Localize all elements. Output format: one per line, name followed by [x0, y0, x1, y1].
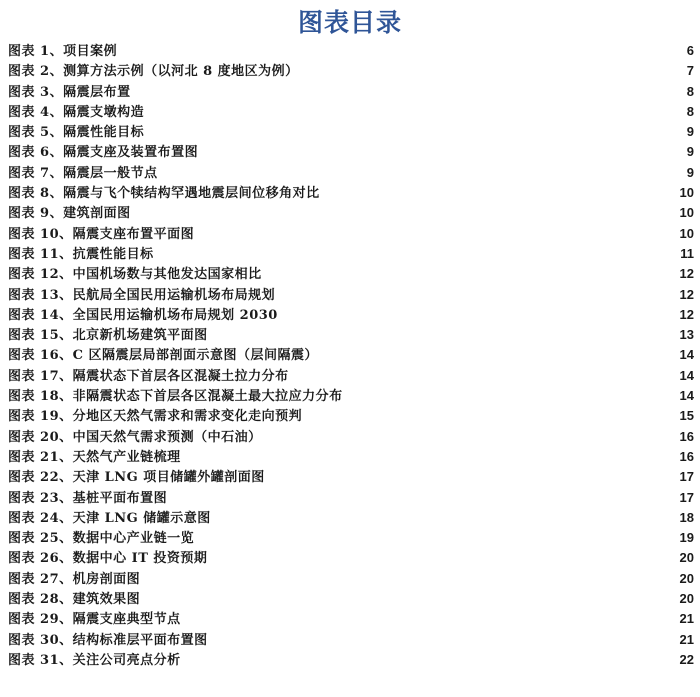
toc-entry-page-number: 7: [686, 63, 694, 79]
toc-entry[interactable]: [8, 244, 694, 264]
toc-entry-label: 图表 23、基桩平面布置图: [8, 490, 168, 506]
toc-entry[interactable]: [8, 122, 694, 142]
toc-entry[interactable]: [8, 325, 694, 345]
toc-entry-page-number: 14: [679, 367, 694, 383]
toc-entry[interactable]: [8, 345, 694, 365]
toc-entry[interactable]: [8, 224, 694, 244]
toc-entry[interactable]: [8, 609, 694, 629]
toc-entry-page-number: 17: [679, 469, 694, 485]
toc-entry-label: 图表 16、C 区隔震层局部剖面示意图（层间隔震）: [8, 348, 318, 364]
toc-entry-page-number: 9: [686, 124, 694, 140]
toc-entry-label: 图表 28、建筑效果图: [8, 592, 141, 608]
toc-entry-label: 图表 12、中国机场数与其他发达国家相比: [8, 267, 262, 283]
toc-entry[interactable]: [8, 61, 694, 81]
toc-entry-page-number: 12: [679, 306, 694, 322]
toc-entry[interactable]: [8, 569, 694, 589]
toc-entry-page-number: 22: [679, 651, 694, 667]
toc-entry-page-number: 8: [686, 83, 694, 99]
toc-entry-page-number: 16: [679, 448, 694, 464]
toc-entry-page-number: 8: [686, 103, 694, 119]
toc-entry-label: 图表 4、隔震支墩构造: [8, 104, 145, 120]
toc-entry-label: 图表 17、隔震状态下首层各区混凝土拉力分布: [8, 368, 289, 384]
toc-entry-page-number: 13: [679, 327, 694, 343]
toc-entry-page-number: 12: [679, 266, 694, 282]
toc-entry[interactable]: [8, 447, 694, 467]
toc-entry-page-number: 17: [679, 489, 694, 505]
toc-entry-label: 图表 25、数据中心产业链一览: [8, 531, 195, 547]
toc-entry-label: 图表 31、关注公司亮点分析: [8, 652, 181, 668]
toc-entry[interactable]: [8, 427, 694, 447]
toc-entry-page-number: 21: [679, 611, 694, 627]
toc-entry-page-number: 19: [679, 530, 694, 546]
toc-entry-page-number: 15: [679, 408, 694, 424]
toc-entry-page-number: 9: [686, 144, 694, 160]
toc-entry-page-number: 20: [679, 550, 694, 566]
toc-entry-label: 图表 21、天然气产业链梳理: [8, 449, 181, 465]
toc-entry-label: 图表 7、隔震层一般节点: [8, 165, 158, 181]
toc-entry[interactable]: [8, 406, 694, 426]
toc-entry[interactable]: [8, 305, 694, 325]
toc-entry-page-number: 6: [686, 43, 694, 58]
toc-entry-label: 图表 26、数据中心 IT 投资预期: [8, 551, 208, 567]
toc-entry[interactable]: [8, 548, 694, 568]
toc-entry-label: 图表 13、民航局全国民用运输机场布局规划: [8, 287, 276, 303]
toc-entry[interactable]: [8, 467, 694, 487]
toc-entry-label: 图表 8、隔震与飞个犊结构罕遇地震层间位移角对比: [8, 186, 320, 202]
toc-entry-label: 图表 5、隔震性能目标: [8, 125, 145, 141]
toc-entry-page-number: 11: [680, 245, 694, 261]
toc-entry-label: 图表 10、隔震支座布置平面图: [8, 226, 195, 242]
toc-entry-label: 图表 27、机房剖面图: [8, 571, 141, 587]
toc-entry-label: 图表 6、隔震支座及装置布置图: [8, 145, 199, 161]
toc-entry[interactable]: [8, 528, 694, 548]
toc-entry-page-number: 10: [679, 205, 694, 221]
toc-entry[interactable]: [8, 142, 694, 162]
toc-entry[interactable]: [8, 163, 694, 183]
toc-entry-label: 图表 14、全国民用运输机场布局规划 2030: [8, 307, 278, 323]
page-title: 图表目录: [297, 8, 402, 37]
toc-entry-label: 图表 29、隔震支座典型节点: [8, 612, 181, 628]
toc-entry-page-number: 20: [679, 591, 694, 607]
toc-entry[interactable]: [8, 508, 694, 528]
toc-entry-page-number: 16: [679, 428, 694, 444]
toc-entry-page-number: 18: [679, 509, 694, 525]
toc-entry-page-number: 21: [679, 631, 694, 647]
toc-entry-label: 图表 11、抗震性能目标: [8, 246, 154, 262]
toc-entry[interactable]: [8, 386, 694, 406]
toc-entry[interactable]: [8, 488, 694, 508]
toc-entry-label: 图表 3、隔震层布置: [8, 84, 131, 100]
toc-entry[interactable]: [8, 102, 694, 122]
toc-entry-label: 图表 20、中国天然气需求预测（中石油）: [8, 429, 262, 445]
toc-entry[interactable]: [8, 650, 694, 670]
toc-entry-label: 图表 1、项目案例: [8, 44, 118, 59]
toc-entry-page-number: 20: [679, 570, 694, 586]
toc-entry[interactable]: [8, 630, 694, 650]
table-of-figures: [8, 41, 694, 670]
toc-entry-label: 图表 19、分地区天然气需求和需求变化走向预判: [8, 409, 303, 425]
toc-entry[interactable]: [8, 285, 694, 305]
toc-entry-page-number: 14: [679, 388, 694, 404]
toc-entry[interactable]: [8, 264, 694, 284]
toc-entry-page-number: 9: [686, 164, 694, 180]
toc-entry-page-number: 12: [679, 286, 694, 302]
toc-entry-label: 图表 18、非隔震状态下首层各区混凝土最大拉应力分布: [8, 389, 343, 405]
toc-entry-page-number: 10: [679, 225, 694, 241]
toc-entry[interactable]: [8, 366, 694, 386]
toc-entry-label: 图表 22、天津 LNG 项目储罐外罐剖面图: [8, 470, 265, 486]
toc-entry[interactable]: [8, 589, 694, 609]
toc-entry-page-number: 10: [679, 185, 694, 201]
toc-entry[interactable]: [8, 41, 694, 61]
toc-entry-label: 图表 15、北京新机场建筑平面图: [8, 328, 208, 344]
toc-entry-label: 图表 9、建筑剖面图: [8, 206, 131, 222]
toc-entry-page-number: 14: [679, 347, 694, 363]
toc-entry[interactable]: [8, 82, 694, 102]
toc-entry-label: 图表 24、天津 LNG 储罐示意图: [8, 510, 211, 526]
toc-entry-label: 图表 30、结构标准层平面布置图: [8, 632, 208, 648]
toc-entry[interactable]: [8, 203, 694, 223]
toc-entry-label: 图表 2、测算方法示例（以河北 8 度地区为例）: [8, 64, 299, 80]
toc-entry[interactable]: [8, 183, 694, 203]
